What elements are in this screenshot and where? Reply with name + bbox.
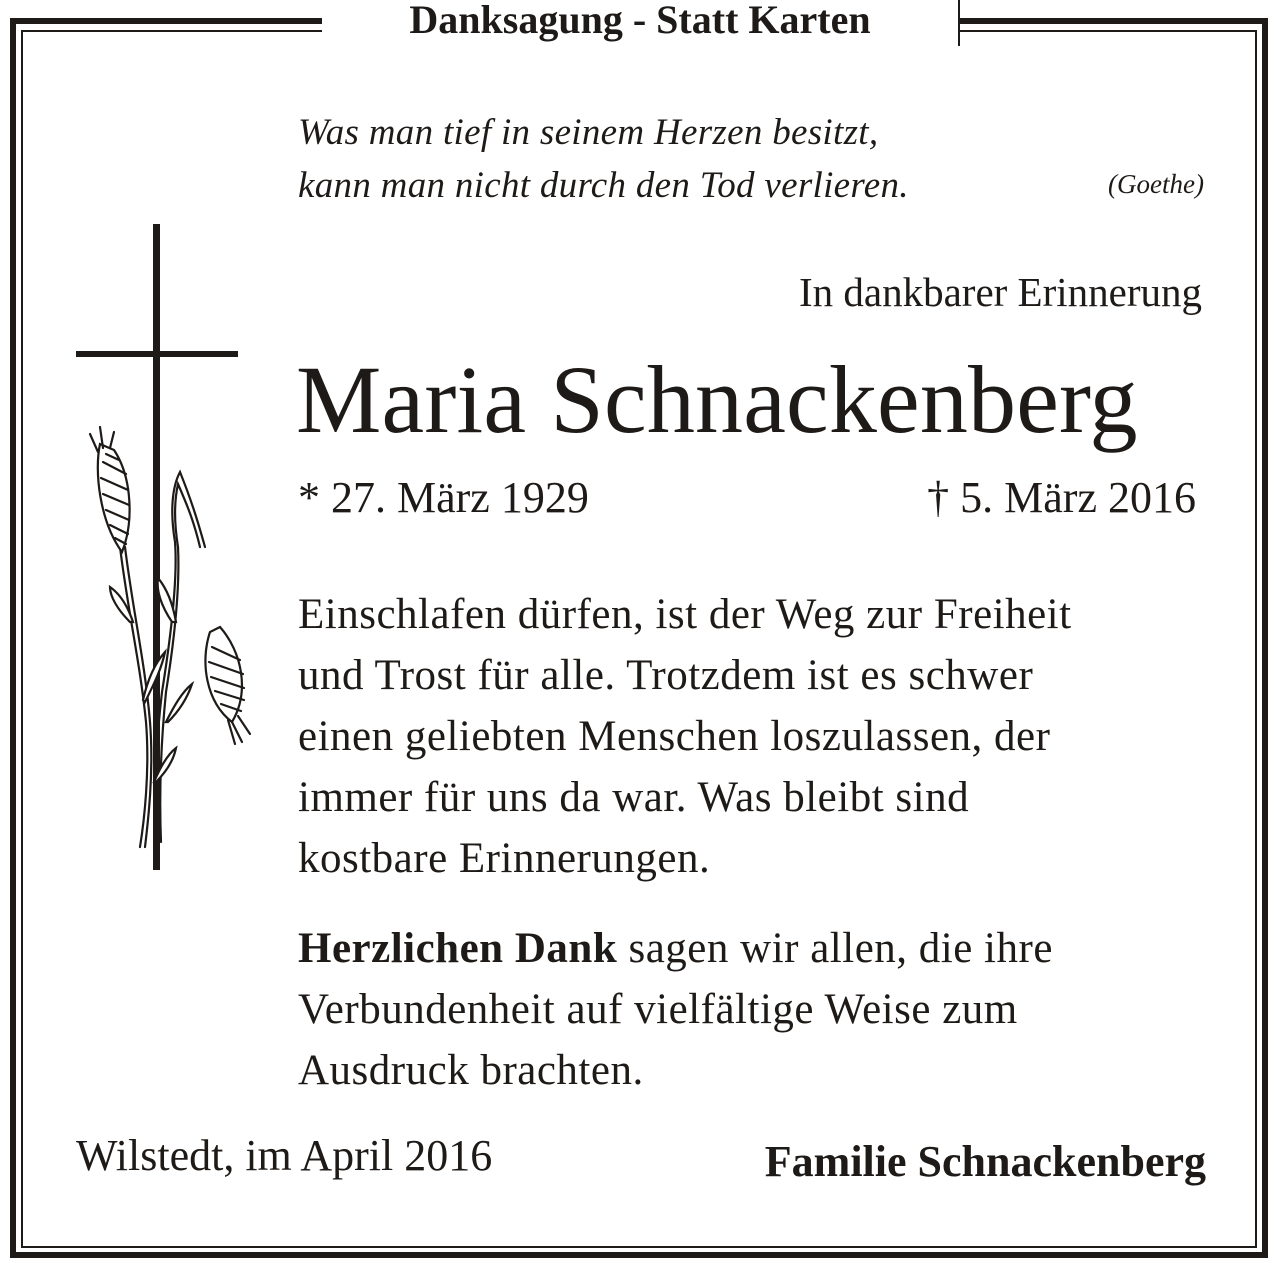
quote [298, 106, 1208, 212]
consolation-paragraph [298, 584, 1218, 889]
paragraph-line: Verbundenheit auf vielfältige Weise zum [298, 986, 1018, 1033]
birth-date: * 27. März 1929 [298, 473, 589, 522]
thanks-line-1 [298, 918, 1218, 979]
paragraph-line: immer für uns da war. Was bleibt sind [298, 774, 970, 821]
header-title: Danksagung - Statt Karten [409, 0, 871, 42]
quote-line-2: kann man nicht durch den Tod verlieren. [298, 165, 909, 206]
wheat-ears-icon [90, 427, 250, 847]
place-date: Wilstedt, im April 2016 [76, 1131, 493, 1180]
cross-wheat-illustration [70, 222, 270, 882]
paragraph-line: einen geliebten Menschen loszulassen, der [298, 713, 1051, 760]
paragraph-line: und Trost für alle. Trotzdem ist es schwer [298, 652, 1034, 699]
thanks-line-1-rest: sagen wir allen, die ihre [617, 925, 1053, 972]
deceased-name: Maria Schnackenberg [296, 346, 1138, 453]
quote-line-1: Was man tief in seinem Herzen besitzt, [298, 112, 879, 153]
paragraph-line: Ausdruck brachten. [298, 1047, 644, 1094]
memorial-subtitle: In dankbarer Erinnerung [799, 269, 1202, 315]
death-date: † 5. März 2016 [927, 473, 1196, 522]
family-signature: Familie Schnackenberg [764, 1137, 1206, 1186]
thanks-paragraph [298, 918, 1218, 1101]
paragraph-line: Einschlafen dürfen, ist der Weg zur Freiheit [298, 591, 1072, 638]
paragraph-line: kostbare Erinnerungen. [298, 835, 711, 882]
thanks-bold-lead: Herzlichen Dank [298, 925, 618, 972]
quote-author: (Goethe) [1108, 169, 1204, 199]
